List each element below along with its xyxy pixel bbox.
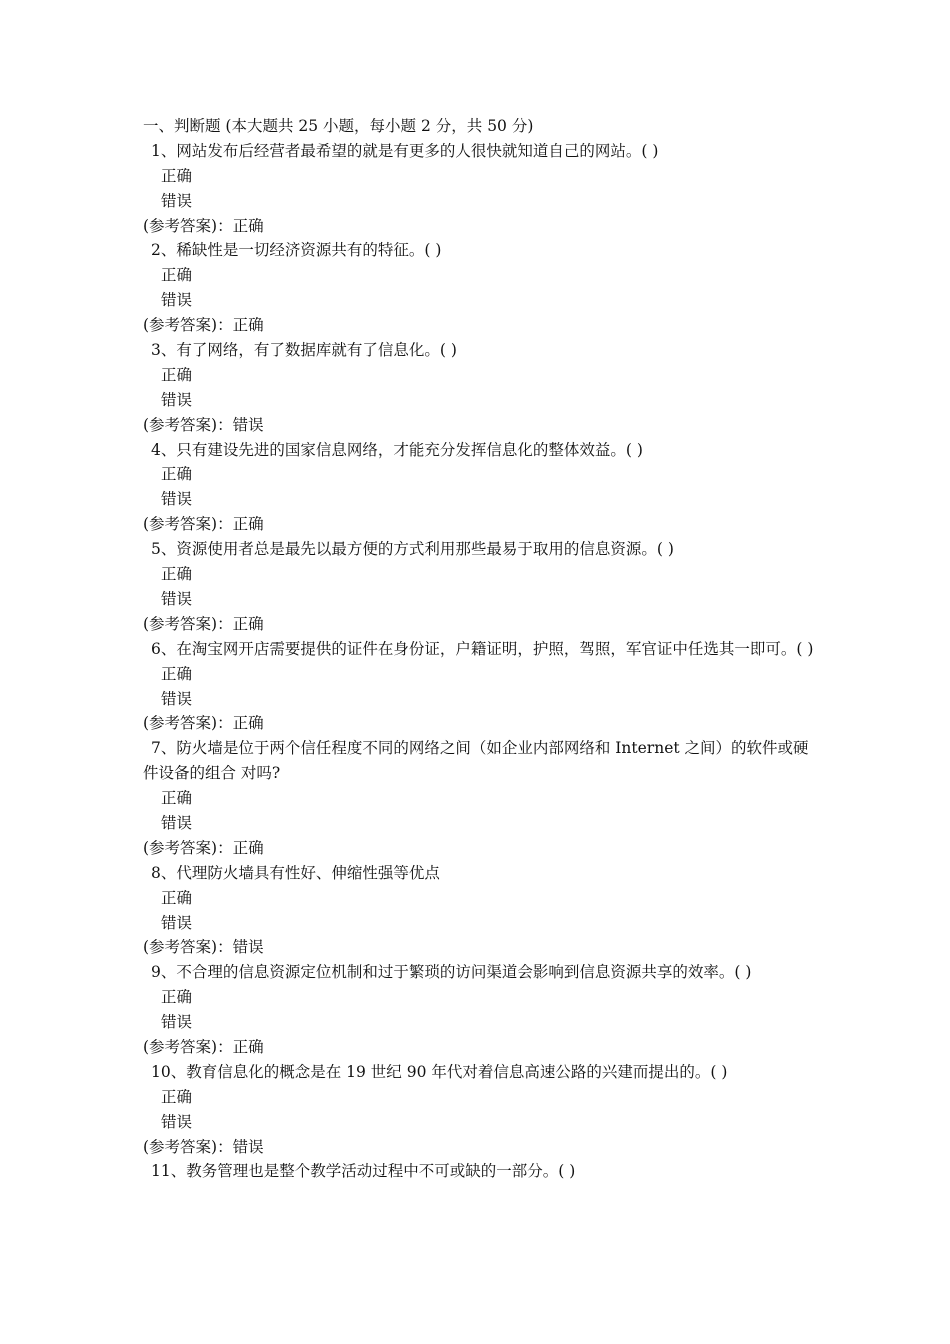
question-block bbox=[143, 736, 815, 860]
reference-answer bbox=[143, 313, 815, 338]
question-block bbox=[143, 139, 815, 239]
reference-answer bbox=[143, 413, 815, 438]
option-false: 错误 bbox=[161, 390, 193, 409]
option-false: 错误 bbox=[161, 1112, 193, 1131]
question-block bbox=[143, 960, 815, 1060]
reference-answer bbox=[143, 1035, 815, 1060]
question-text: 11、教务管理也是整个教学活动过程中不可或缺的一部分。( ) bbox=[151, 1162, 576, 1181]
question-text: 8、代理防火墙具有性好、伸缩性强等优点 bbox=[151, 863, 440, 882]
reference-answer bbox=[143, 612, 815, 637]
question-text: 7、防火墙是位于两个信任程度不同的网络之间（如企业内部网络和 Internet 之间）的软件或硬件设备的组合 对吗? bbox=[143, 739, 809, 783]
reference-answer bbox=[143, 512, 815, 537]
question-block bbox=[143, 861, 815, 961]
option-false: 错误 bbox=[161, 813, 193, 832]
option-false: 错误 bbox=[161, 291, 193, 310]
option-false: 错误 bbox=[161, 913, 193, 932]
question-block bbox=[143, 1060, 815, 1160]
reference-answer bbox=[143, 214, 815, 239]
document-page bbox=[143, 114, 815, 1184]
option-true: 正确 bbox=[161, 988, 193, 1007]
answer-prefix: (参考答案)： bbox=[143, 1137, 233, 1156]
option-true: 正确 bbox=[161, 664, 193, 683]
option-true: 正确 bbox=[161, 1087, 193, 1106]
option-true: 正确 bbox=[161, 465, 193, 484]
answer-value: 正确 bbox=[232, 714, 264, 733]
answer-value: 正确 bbox=[232, 216, 264, 235]
answer-value: 正确 bbox=[232, 838, 264, 857]
option-true: 正确 bbox=[161, 565, 193, 584]
answer-value: 错误 bbox=[232, 1137, 264, 1156]
answer-prefix: (参考答案)： bbox=[143, 316, 233, 335]
reference-answer bbox=[143, 836, 815, 861]
question-text: 3、有了网络，有了数据库就有了信息化。( ) bbox=[151, 341, 457, 360]
answer-prefix: (参考答案)： bbox=[143, 415, 233, 434]
question-text: 4、只有建设先进的国家信息网络，才能充分发挥信息化的整体效益。( ) bbox=[151, 440, 643, 459]
question-block bbox=[143, 438, 815, 538]
question-block bbox=[143, 637, 815, 737]
answer-value: 错误 bbox=[232, 938, 264, 957]
option-true: 正确 bbox=[161, 166, 193, 185]
answer-value: 正确 bbox=[232, 1038, 264, 1056]
question-block bbox=[143, 338, 815, 438]
question-text: 5、资源使用者总是最先以最方便的方式利用那些最易于取用的信息资源。( ) bbox=[151, 540, 674, 559]
option-false: 错误 bbox=[161, 589, 193, 608]
answer-prefix: (参考答案)： bbox=[143, 216, 233, 235]
answer-value: 正确 bbox=[232, 316, 264, 335]
option-false: 错误 bbox=[161, 490, 193, 509]
answer-prefix: (参考答案)： bbox=[143, 1038, 233, 1056]
answer-value: 错误 bbox=[232, 415, 264, 434]
answer-value: 正确 bbox=[232, 614, 264, 633]
question-block bbox=[143, 238, 815, 338]
option-false: 错误 bbox=[161, 689, 193, 708]
question-text: 6、在淘宝网开店需要提供的证件在身份证，户籍证明，护照，驾照，军官证中任选其一即可。( ) bbox=[151, 639, 814, 658]
reference-answer bbox=[143, 935, 815, 960]
question-text: 1、网站发布后经营者最希望的就是有更多的人很快就知道自己的网站。( ) bbox=[151, 141, 659, 160]
answer-prefix: (参考答案)： bbox=[143, 938, 233, 957]
answer-prefix: (参考答案)： bbox=[143, 714, 233, 733]
answer-prefix: (参考答案)： bbox=[143, 838, 233, 857]
reference-answer bbox=[143, 1135, 815, 1160]
answer-value: 正确 bbox=[232, 515, 264, 534]
question-text: 10、教育信息化的概念是在 19 世纪 90 年代对着信息高速公路的兴建而提出的。( ) bbox=[151, 1062, 728, 1081]
answer-prefix: (参考答案)： bbox=[143, 614, 233, 633]
reference-answer bbox=[143, 711, 815, 736]
answer-prefix: (参考答案)： bbox=[143, 515, 233, 534]
question-text: 9、不合理的信息资源定位机制和过于繁琐的访问渠道会影响到信息资源共享的效率。( ) bbox=[151, 963, 752, 982]
question-text: 2、稀缺性是一切经济资源共有的特征。( ) bbox=[151, 241, 442, 260]
option-true: 正确 bbox=[161, 365, 193, 384]
option-true: 正确 bbox=[161, 888, 193, 907]
question-block bbox=[143, 1159, 815, 1184]
option-true: 正确 bbox=[161, 266, 193, 285]
option-false: 错误 bbox=[161, 1013, 193, 1032]
option-true: 正确 bbox=[161, 789, 193, 808]
option-false: 错误 bbox=[161, 191, 193, 210]
section-title: 一、判断题 (本大题共 25 小题，每小题 2 分，共 50 分) bbox=[143, 117, 534, 135]
question-block bbox=[143, 537, 815, 637]
